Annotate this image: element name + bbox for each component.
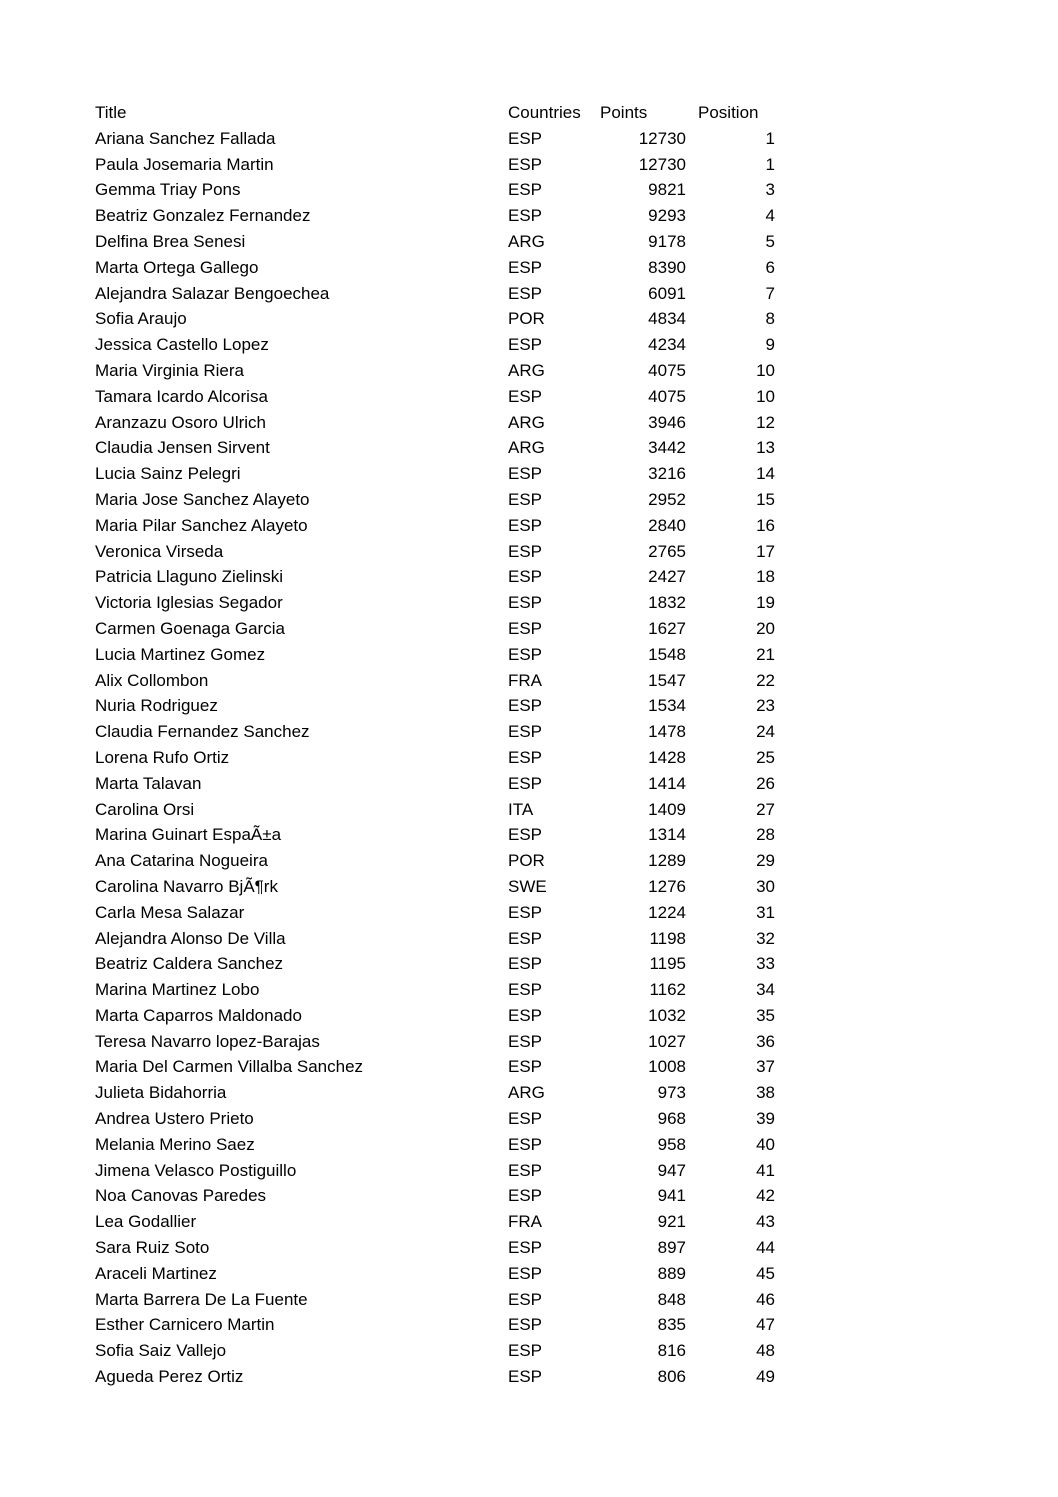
- cell-title: Sofia Araujo: [95, 309, 187, 329]
- cell-position: 9: [765, 335, 775, 355]
- cell-country: ESP: [508, 257, 543, 277]
- table-row: [95, 306, 775, 332]
- cell-position: 28: [756, 825, 775, 845]
- cell-points: 968: [657, 1109, 686, 1129]
- cell-title: Marina Martinez Lobo: [95, 980, 260, 1000]
- cell-points: 889: [657, 1263, 686, 1283]
- cell-points: 9821: [648, 180, 686, 200]
- table-row: [95, 1209, 775, 1235]
- table-row: [95, 1029, 775, 1055]
- table-row: [95, 1132, 775, 1158]
- cell-points: 1548: [648, 644, 686, 664]
- cell-position: 45: [756, 1263, 775, 1283]
- cell-country: ESP: [508, 128, 543, 148]
- cell-country: ESP: [508, 618, 543, 638]
- cell-country: ESP: [508, 541, 543, 561]
- cell-title: Maria Jose Sanchez Alayeto: [95, 489, 310, 509]
- cell-position: 31: [756, 902, 775, 922]
- table-row: [95, 1338, 775, 1364]
- cell-title: Araceli Martinez: [95, 1263, 217, 1283]
- cell-title: Alejandra Salazar Bengoechea: [95, 283, 330, 303]
- cell-country: ESP: [508, 773, 543, 793]
- cell-title: Melania Merino Saez: [95, 1134, 255, 1154]
- cell-title: Marina Guinart EspaÃ±a: [95, 825, 282, 845]
- cell-title: Maria Del Carmen Villalba Sanchez: [95, 1057, 364, 1077]
- table-row: [95, 616, 775, 642]
- cell-title: Carla Mesa Salazar: [95, 902, 245, 922]
- cell-country: ESP: [508, 386, 543, 406]
- cell-title: Lorena Rufo Ortiz: [95, 747, 230, 767]
- cell-points: 3946: [648, 412, 686, 432]
- table-row: [95, 461, 775, 487]
- cell-country: ESP: [508, 902, 543, 922]
- cell-country: ESP: [508, 1315, 543, 1335]
- cell-points: 848: [657, 1289, 686, 1309]
- cell-title: Noa Canovas Paredes: [95, 1186, 267, 1206]
- table-row: [95, 255, 775, 281]
- table-row: [95, 693, 775, 719]
- cell-points: 973: [657, 1083, 686, 1103]
- table-row: [95, 332, 775, 358]
- cell-points: 2952: [648, 489, 686, 509]
- cell-position: 30: [756, 876, 775, 896]
- table-row: [95, 771, 775, 797]
- cell-country: ESP: [508, 1109, 543, 1129]
- cell-country: ESP: [508, 722, 543, 742]
- cell-points: 1534: [648, 696, 686, 716]
- cell-title: Sara Ruiz Soto: [95, 1238, 210, 1258]
- cell-position: 4: [765, 206, 775, 226]
- cell-points: 1032: [648, 1005, 686, 1025]
- cell-country: ARG: [508, 360, 545, 380]
- cell-points: 941: [657, 1186, 686, 1206]
- cell-country: ESP: [508, 1289, 543, 1309]
- ranking-table: [95, 100, 775, 1390]
- cell-title: Gemma Triay Pons: [95, 180, 241, 200]
- table-row: [95, 1235, 775, 1261]
- cell-points: 6091: [648, 283, 686, 303]
- cell-position: 46: [756, 1289, 775, 1309]
- cell-country: ESP: [508, 980, 543, 1000]
- table-row: [95, 1080, 775, 1106]
- cell-country: POR: [508, 309, 545, 329]
- table-row: [95, 1287, 775, 1313]
- cell-position: 24: [756, 722, 775, 742]
- table-row: [95, 1158, 775, 1184]
- cell-position: 43: [756, 1212, 775, 1232]
- cell-title: Aranzazu Osoro Ulrich: [95, 412, 267, 432]
- cell-position: 41: [756, 1160, 775, 1180]
- table-row: [95, 745, 775, 771]
- cell-position: 1: [765, 128, 775, 148]
- cell-title: Marta Caparros Maldonado: [95, 1005, 302, 1025]
- cell-country: ESP: [508, 1263, 543, 1283]
- cell-position: 20: [756, 618, 775, 638]
- cell-country: ESP: [508, 180, 543, 200]
- cell-title: Patricia Llaguno Zielinski: [95, 567, 284, 587]
- table-header-row: [95, 100, 775, 126]
- column-header-points: Points: [600, 103, 648, 122]
- cell-title: Marta Barrera De La Fuente: [95, 1289, 308, 1309]
- cell-country: ITA: [508, 799, 534, 819]
- cell-points: 1276: [648, 876, 686, 896]
- cell-position: 40: [756, 1134, 775, 1154]
- cell-country: ESP: [508, 1031, 543, 1051]
- cell-points: 8390: [648, 257, 686, 277]
- cell-title: Agueda Perez Ortiz: [95, 1367, 244, 1387]
- cell-country: ESP: [508, 1367, 543, 1387]
- cell-position: 14: [756, 464, 775, 484]
- table-row: [95, 951, 775, 977]
- cell-position: 13: [756, 438, 775, 458]
- cell-points: 2427: [648, 567, 686, 587]
- cell-title: Lucia Martinez Gomez: [95, 644, 266, 664]
- cell-position: 29: [756, 851, 775, 871]
- cell-position: 37: [756, 1057, 775, 1077]
- cell-points: 4834: [648, 309, 686, 329]
- cell-title: Veronica Virseda: [95, 541, 224, 561]
- table-row: [95, 177, 775, 203]
- cell-points: 12730: [638, 128, 686, 148]
- cell-points: 806: [657, 1367, 686, 1387]
- cell-title: Claudia Jensen Sirvent: [95, 438, 270, 458]
- cell-points: 1414: [648, 773, 686, 793]
- cell-position: 25: [756, 747, 775, 767]
- cell-position: 34: [756, 980, 775, 1000]
- cell-points: 9178: [648, 231, 686, 251]
- cell-points: 835: [657, 1315, 686, 1335]
- cell-points: 1162: [649, 980, 686, 1000]
- table-row: [95, 822, 775, 848]
- cell-country: ESP: [508, 696, 543, 716]
- cell-points: 2765: [648, 541, 686, 561]
- cell-country: ARG: [508, 412, 545, 432]
- cell-position: 48: [756, 1341, 775, 1361]
- cell-position: 38: [756, 1083, 775, 1103]
- cell-country: ESP: [508, 1134, 543, 1154]
- cell-country: ESP: [508, 928, 543, 948]
- table-body: [95, 126, 775, 1390]
- table-row: [95, 229, 775, 255]
- cell-points: 1198: [649, 928, 686, 948]
- cell-position: 23: [756, 696, 775, 716]
- cell-points: 1428: [648, 747, 686, 767]
- cell-points: 1027: [648, 1031, 686, 1051]
- cell-points: 1289: [648, 851, 686, 871]
- table-row: [95, 487, 775, 513]
- table-row: [95, 1003, 775, 1029]
- cell-position: 49: [756, 1367, 775, 1387]
- table-row: [95, 848, 775, 874]
- cell-country: ESP: [508, 515, 543, 535]
- cell-country: SWE: [508, 876, 547, 896]
- cell-position: 8: [765, 309, 775, 329]
- cell-position: 12: [756, 412, 775, 432]
- cell-position: 42: [756, 1186, 775, 1206]
- cell-country: ESP: [508, 567, 543, 587]
- cell-position: 6: [765, 257, 775, 277]
- cell-title: Beatriz Caldera Sanchez: [95, 954, 284, 974]
- table-row: [95, 1106, 775, 1132]
- table-row: [95, 513, 775, 539]
- cell-title: Marta Talavan: [95, 773, 202, 793]
- cell-title: Ariana Sanchez Fallada: [95, 128, 276, 148]
- cell-title: Jessica Castello Lopez: [95, 335, 269, 355]
- cell-title: Tamara Icardo Alcorisa: [95, 386, 268, 406]
- cell-position: 21: [756, 644, 775, 664]
- table-row: [95, 642, 775, 668]
- cell-country: FRA: [508, 670, 542, 690]
- cell-country: ESP: [508, 206, 543, 226]
- cell-points: 1547: [648, 670, 686, 690]
- table-row: [95, 1364, 775, 1390]
- cell-title: Marta Ortega Gallego: [95, 257, 259, 277]
- cell-country: ESP: [508, 593, 543, 613]
- cell-title: Nuria Rodriguez: [95, 696, 218, 716]
- column-header-title: Title: [95, 103, 127, 122]
- table-row: [95, 1054, 775, 1080]
- cell-country: ESP: [508, 489, 543, 509]
- table-row: [95, 126, 775, 152]
- cell-title: Alix Collombon: [95, 670, 209, 690]
- cell-points: 3216: [648, 464, 686, 484]
- cell-position: 36: [756, 1031, 775, 1051]
- cell-points: 4075: [648, 360, 686, 380]
- cell-title: Alejandra Alonso De Villa: [95, 928, 286, 948]
- cell-points: 12730: [638, 154, 686, 174]
- cell-points: 1195: [649, 954, 686, 974]
- cell-position: 22: [756, 670, 775, 690]
- cell-country: ESP: [508, 954, 543, 974]
- cell-title: Teresa Navarro lopez-Barajas: [95, 1031, 320, 1051]
- cell-title: Lucia Sainz Pelegri: [95, 464, 241, 484]
- cell-position: 27: [756, 799, 775, 819]
- cell-position: 15: [756, 489, 775, 509]
- cell-title: Esther Carnicero Martin: [95, 1315, 275, 1335]
- cell-points: 897: [657, 1238, 686, 1258]
- table-row: [95, 900, 775, 926]
- cell-country: ESP: [508, 283, 543, 303]
- table-row: [95, 358, 775, 384]
- cell-position: 33: [756, 954, 775, 974]
- cell-position: 47: [756, 1315, 775, 1335]
- table-row: [95, 590, 775, 616]
- cell-position: 35: [756, 1005, 775, 1025]
- cell-points: 4075: [648, 386, 686, 406]
- table-row: [95, 281, 775, 307]
- cell-points: 9293: [648, 206, 686, 226]
- table-row: [95, 564, 775, 590]
- cell-title: Lea Godallier: [95, 1212, 197, 1232]
- cell-position: 44: [756, 1238, 775, 1258]
- cell-position: 19: [756, 593, 775, 613]
- cell-country: ESP: [508, 154, 543, 174]
- cell-title: Carolina Orsi: [95, 799, 195, 819]
- cell-points: 958: [657, 1134, 686, 1154]
- cell-country: ARG: [508, 231, 545, 251]
- cell-title: Julieta Bidahorria: [95, 1083, 227, 1103]
- cell-points: 1409: [648, 799, 686, 819]
- table-row: [95, 1312, 775, 1338]
- cell-position: 39: [756, 1109, 775, 1129]
- cell-title: Beatriz Gonzalez Fernandez: [95, 206, 311, 226]
- cell-points: 1478: [648, 722, 686, 742]
- column-header-position: Position: [698, 103, 759, 122]
- cell-points: 2840: [648, 515, 686, 535]
- table-row: [95, 719, 775, 745]
- table-row: [95, 668, 775, 694]
- cell-points: 1314: [648, 825, 686, 845]
- cell-points: 3442: [648, 438, 686, 458]
- cell-position: 10: [756, 386, 775, 406]
- cell-country: ARG: [508, 1083, 545, 1103]
- cell-title: Ana Catarina Nogueira: [95, 851, 268, 871]
- table-row: [95, 1261, 775, 1287]
- cell-country: ESP: [508, 644, 543, 664]
- cell-country: ESP: [508, 464, 543, 484]
- cell-points: 1224: [648, 902, 686, 922]
- cell-title: Jimena Velasco Postiguillo: [95, 1160, 297, 1180]
- cell-points: 1627: [648, 618, 686, 638]
- cell-title: Carmen Goenaga Garcia: [95, 618, 285, 638]
- table-row: [95, 152, 775, 178]
- cell-points: 816: [657, 1341, 686, 1361]
- table-row: [95, 797, 775, 823]
- cell-country: FRA: [508, 1212, 542, 1232]
- cell-position: 16: [756, 515, 775, 535]
- cell-title: Carolina Navarro BjÃ¶rk: [95, 876, 278, 896]
- cell-country: ESP: [508, 1238, 543, 1258]
- cell-country: POR: [508, 851, 545, 871]
- cell-points: 1832: [648, 593, 686, 613]
- table-row: [95, 384, 775, 410]
- cell-title: Claudia Fernandez Sanchez: [95, 722, 310, 742]
- cell-points: 4234: [648, 335, 686, 355]
- cell-country: ESP: [508, 747, 543, 767]
- cell-country: ESP: [508, 335, 543, 355]
- cell-country: ESP: [508, 1186, 543, 1206]
- cell-position: 3: [765, 180, 775, 200]
- cell-position: 26: [756, 773, 775, 793]
- cell-country: ESP: [508, 1341, 543, 1361]
- cell-title: Victoria Iglesias Segador: [95, 593, 283, 613]
- table-row: [95, 926, 775, 952]
- cell-position: 17: [756, 541, 775, 561]
- cell-country: ARG: [508, 438, 545, 458]
- table-row: [95, 203, 775, 229]
- cell-position: 5: [765, 231, 775, 251]
- table-row: [95, 874, 775, 900]
- cell-country: ESP: [508, 1057, 543, 1077]
- cell-title: Sofia Saiz Vallejo: [95, 1341, 227, 1361]
- cell-country: ESP: [508, 1160, 543, 1180]
- cell-points: 947: [657, 1160, 686, 1180]
- table-row: [95, 977, 775, 1003]
- cell-title: Maria Pilar Sanchez Alayeto: [95, 515, 308, 535]
- cell-points: 921: [657, 1212, 686, 1232]
- cell-country: ESP: [508, 1005, 543, 1025]
- cell-title: Maria Virginia Riera: [95, 360, 244, 380]
- cell-title: Delfina Brea Senesi: [95, 231, 246, 251]
- cell-position: 18: [756, 567, 775, 587]
- cell-position: 1: [765, 154, 775, 174]
- cell-points: 1008: [648, 1057, 686, 1077]
- table-row: [95, 410, 775, 436]
- cell-title: Paula Josemaria Martin: [95, 154, 274, 174]
- cell-position: 10: [756, 360, 775, 380]
- cell-position: 32: [756, 928, 775, 948]
- cell-country: ESP: [508, 825, 543, 845]
- cell-title: Andrea Ustero Prieto: [95, 1109, 254, 1129]
- column-header-countries: Countries: [508, 103, 581, 122]
- table-row: [95, 1183, 775, 1209]
- cell-position: 7: [765, 283, 775, 303]
- table-row: [95, 539, 775, 565]
- table-row: [95, 435, 775, 461]
